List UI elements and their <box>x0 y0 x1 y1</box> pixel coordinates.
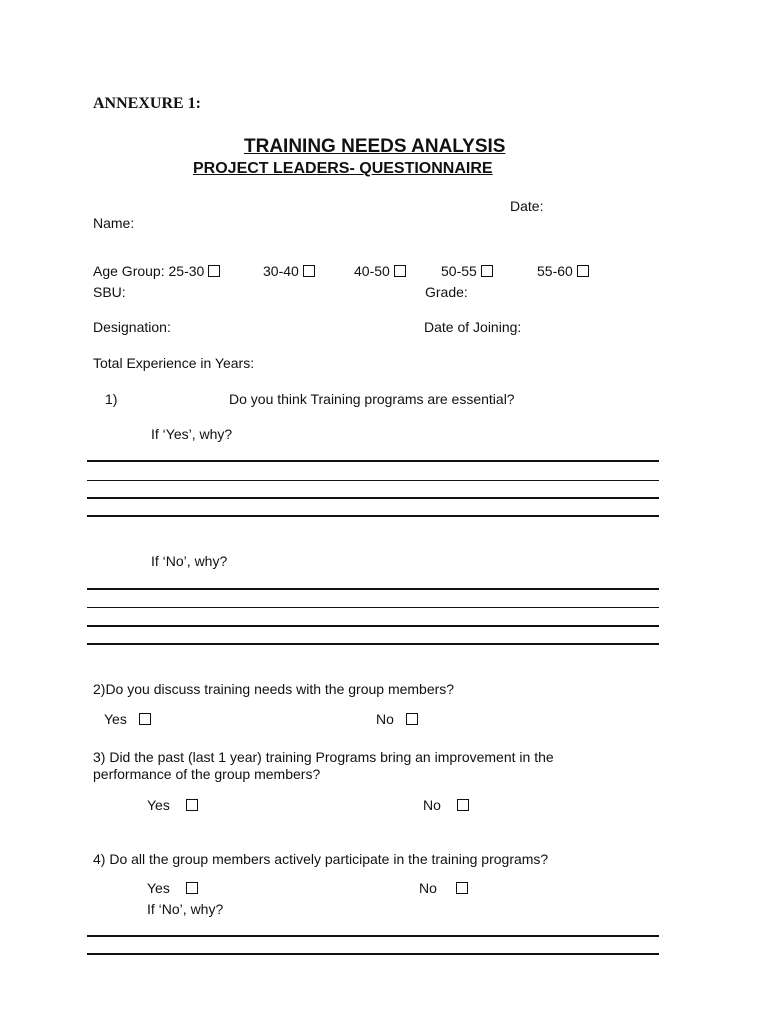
q1-text: Do you think Training programs are essential? <box>229 391 515 407</box>
q4-if-no: If ‘No’, why? <box>147 901 224 917</box>
checkbox-30-40[interactable] <box>303 265 315 277</box>
q2-no-option: No <box>376 711 418 727</box>
page-title: TRAINING NEEDS ANALYSIS <box>244 136 506 157</box>
q3-no-option: No <box>423 797 469 813</box>
q4-text: 4) Do all the group members actively participate in the training programs? <box>93 851 549 867</box>
age-option-50-55: 50-55 <box>441 263 493 279</box>
q1-if-yes: If ‘Yes’, why? <box>151 426 233 442</box>
answer-line[interactable] <box>87 935 659 937</box>
grade-label: Grade: <box>425 284 468 300</box>
checkbox-50-55[interactable] <box>481 265 493 277</box>
sbu-label: SBU: <box>93 284 126 300</box>
answer-line[interactable] <box>87 625 659 627</box>
answer-line[interactable] <box>87 607 659 608</box>
q2-yes-option: Yes <box>104 711 151 727</box>
checkbox-40-50[interactable] <box>394 265 406 277</box>
q4-no-option: No <box>419 880 468 896</box>
q3-no-checkbox[interactable] <box>457 799 469 811</box>
age-group-label: Age Group: <box>93 263 165 279</box>
answer-line[interactable] <box>87 588 659 590</box>
answer-line[interactable] <box>87 497 659 499</box>
age-option-25-30: 25-30 <box>169 263 221 279</box>
total-experience-label: Total Experience in Years: <box>93 355 255 371</box>
q1-if-no: If ‘No’, why? <box>151 553 228 569</box>
age-option-40-50: 40-50 <box>354 263 406 279</box>
page-subtitle: PROJECT LEADERS- QUESTIONNAIRE <box>193 160 493 177</box>
date-of-joining-label: Date of Joining: <box>424 319 522 335</box>
checkbox-55-60[interactable] <box>577 265 589 277</box>
answer-line[interactable] <box>87 460 659 462</box>
answer-line[interactable] <box>87 515 659 517</box>
answer-line[interactable] <box>87 643 659 645</box>
q2-no-checkbox[interactable] <box>406 713 418 725</box>
date-label: Date: <box>510 198 544 214</box>
q3-text-line2: performance of the group members? <box>93 766 321 782</box>
q2-text: 2)Do you discuss training needs with the group members? <box>93 681 455 697</box>
age-option-30-40: 30-40 <box>263 263 315 279</box>
q3-yes-option: Yes <box>147 797 198 813</box>
checkbox-25-30[interactable] <box>208 265 220 277</box>
designation-label: Designation: <box>93 319 171 335</box>
q4-yes-checkbox[interactable] <box>186 882 198 894</box>
name-label: Name: <box>93 215 135 231</box>
q2-yes-checkbox[interactable] <box>139 713 151 725</box>
age-option-55-60: 55-60 <box>537 263 589 279</box>
q3-yes-checkbox[interactable] <box>186 799 198 811</box>
q1-number: 1) <box>105 391 118 407</box>
answer-line[interactable] <box>87 953 659 955</box>
answer-line[interactable] <box>87 480 659 481</box>
q4-yes-option: Yes <box>147 880 198 896</box>
q4-no-checkbox[interactable] <box>456 882 468 894</box>
q3-text-line1: 3) Did the past (last 1 year) training Programs bring an improvement in the <box>93 749 554 765</box>
age-group-row <box>93 263 220 279</box>
annexure-label: ANNEXURE 1: <box>93 95 201 112</box>
